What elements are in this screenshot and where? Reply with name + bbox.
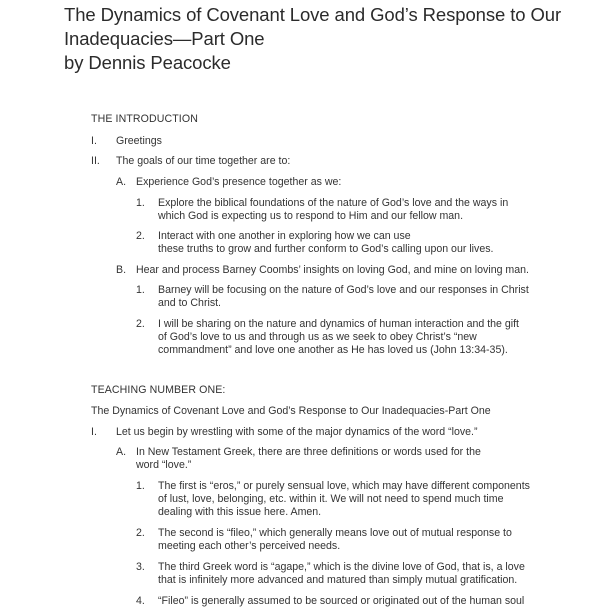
outline-item-goals: The goals of our time together are to: bbox=[116, 155, 291, 167]
introduction-heading: THE INTRODUCTION bbox=[91, 113, 198, 125]
outline-text-line: Explore the biblical foundations of the nature of God’s love and the ways in bbox=[158, 197, 509, 209]
teaching-subtitle: The Dynamics of Covenant Love and God’s Response to Our Inadequacies-Part One bbox=[91, 405, 491, 417]
outline-subnumber: 2. bbox=[136, 318, 145, 330]
outline-number: II. bbox=[91, 155, 100, 167]
outline-subnumber: 1. bbox=[136, 480, 145, 492]
outline-text-line: of lust, love, belonging, etc. within it. We will not need to spend much time bbox=[158, 493, 504, 505]
outline-subnumber: 1. bbox=[136, 197, 145, 209]
outline-text-line: commandment” and love one another as He has loved us (John 13:34-35). bbox=[158, 344, 508, 356]
outline-text-line: Barney will be focusing on the nature of God’s love and our responses in Christ bbox=[158, 284, 529, 296]
outline-number: I. bbox=[91, 426, 97, 438]
outline-text-line: The third Greek word is “agape,” which is the divine love of God, that is, a love bbox=[158, 561, 525, 573]
outline-text-line: and to Christ. bbox=[158, 297, 222, 309]
outline-subnumber: 1. bbox=[136, 284, 145, 296]
outline-letter: A. bbox=[116, 176, 127, 188]
outline-letter: A. bbox=[116, 446, 127, 458]
outline-subnumber: 2. bbox=[136, 527, 145, 539]
outline-item-greetings: Greetings bbox=[116, 135, 162, 147]
outline-subnumber: 2. bbox=[136, 230, 145, 242]
outline-item-a: Experience God’s presence together as we: bbox=[136, 176, 342, 188]
author-line: by Dennis Peacocke bbox=[64, 52, 231, 73]
outline-text-line: “Fileo” is generally assumed to be sourced or originated out of the human soul bbox=[158, 595, 525, 607]
title-line: The Dynamics of Covenant Love and God’s Response to Our bbox=[64, 4, 562, 25]
outline-text-line: The first is “eros,” or purely sensual love, which may have different components bbox=[158, 480, 530, 492]
title-line: Inadequacies—Part One bbox=[64, 28, 265, 49]
outline-text-line: I will be sharing on the nature and dynamics of human interaction and the gift bbox=[158, 318, 519, 330]
outline-text-line: meeting each other’s perceived needs. bbox=[158, 540, 341, 552]
outline-text-line: which God is expecting us to respond to Him and our fellow man. bbox=[158, 210, 464, 222]
outline-text-line: these truths to grow and further conform to God’s calling upon our lives. bbox=[158, 243, 494, 255]
outline-item-i: Let us begin by wrestling with some of the major dynamics of the word “love.” bbox=[116, 426, 478, 438]
outline-item-b: Hear and process Barney Coombs’ insights on loving God, and mine on loving man. bbox=[136, 264, 529, 276]
outline-number: I. bbox=[91, 135, 97, 147]
teaching-heading: TEACHING NUMBER ONE: bbox=[91, 384, 226, 396]
outline-subnumber: 4. bbox=[136, 595, 145, 607]
outline-text-line: dealing with this issue here. Amen. bbox=[158, 506, 322, 518]
outline-text-line: Interact with one another in exploring how we can use bbox=[158, 230, 411, 242]
outline-letter: B. bbox=[116, 264, 127, 276]
outline-text-line: that is infinitely more advanced and matured than simply mutual gratification. bbox=[158, 574, 518, 586]
document-title bbox=[64, 3, 584, 75]
outline-text-line: of God’s love to us and through us as we seek to obey Christ’s “new bbox=[158, 331, 477, 343]
outline-text-line: word “love.” bbox=[136, 459, 192, 471]
outline-subnumber: 3. bbox=[136, 561, 145, 573]
outline-text-line: The second is “fileo,” which generally means love out of mutual response to bbox=[158, 527, 512, 539]
outline-text-line: In New Testament Greek, there are three definitions or words used for the bbox=[136, 446, 481, 458]
